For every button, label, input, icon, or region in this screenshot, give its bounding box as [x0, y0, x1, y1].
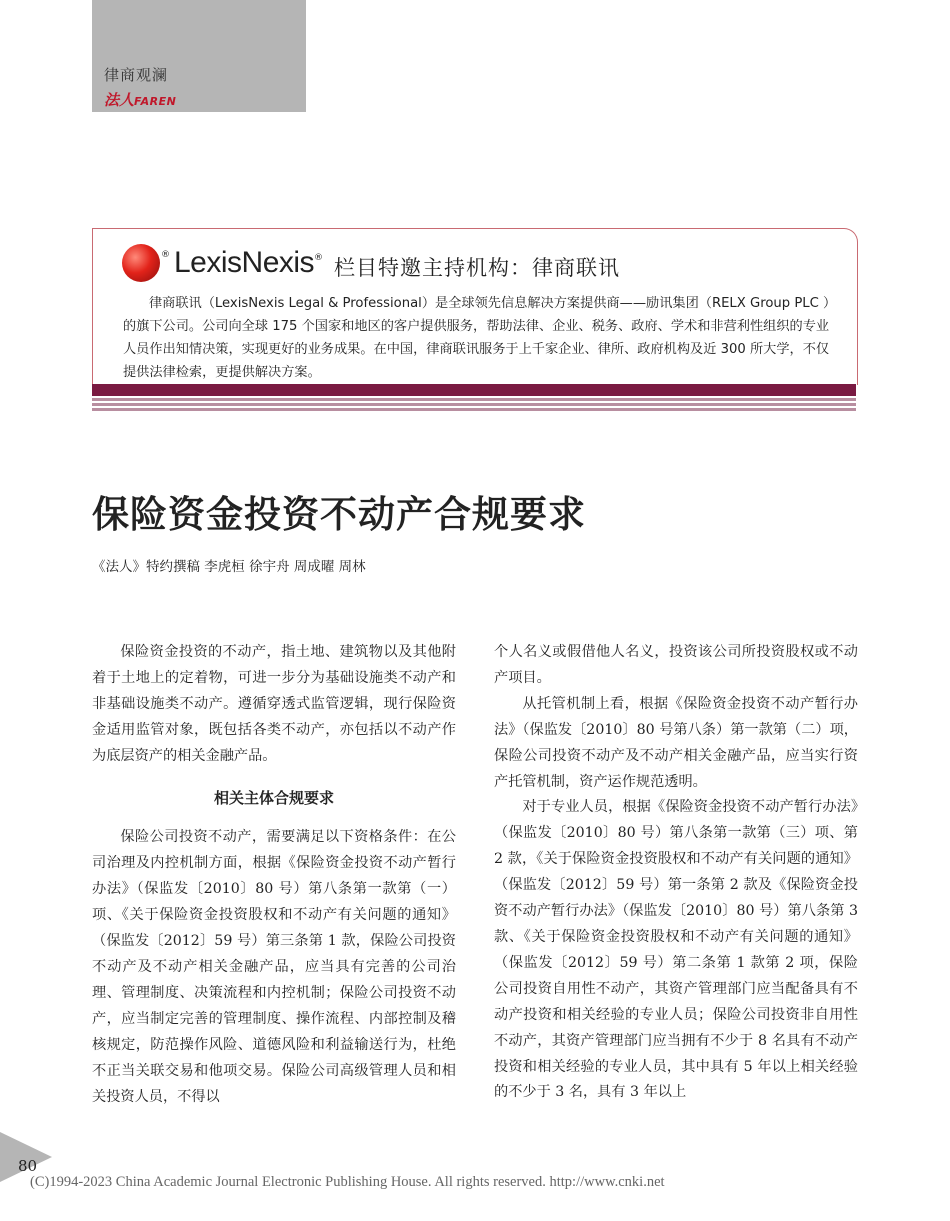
article-byline: 《法人》特约撰稿 李虎桓 徐宇舟 周成曜 周林 [92, 559, 366, 575]
paragraph: 保险资金投资的不动产，指土地、建筑物以及其他附着于土地上的定着物，可进一步分为基础设施类不动产和非基础设施类不动产。遵循穿透式监管逻辑，现行保险资金适用监管对象，既包括各类不动产，亦包括以不动产作为底层资产的相关金融产品。 [92, 644, 456, 764]
copyright-footer: (C)1994-2023 China Academic Journal Electronic Publishing House. All rights reserved. http://www.cnki.net [30, 1174, 665, 1190]
divider-thin [92, 408, 856, 411]
paragraph: 保险公司投资不动产，需要满足以下资格条件：在公司治理及内控机制方面，根据《保险资金投资不动产暂行办法》（保监发〔2010〕80 号）第八条第一款第（一）项、《关于保险资金投资股权和不动产有关问题的通知》（保监发〔2012〕59 号）第三条第 1 款，保险公司投资不动产及不动产相关金融产品，应当具有完善的公司治理、管理制度、决策流程和内控机制；保险公司投资不动产，应当制定完善的管理制度、操作流程、内部控制及稽核规定，防范操作风险、道德风险和利益输送行为，杜绝不正当关联交易和他项交易。保险公司高级管理人员和相关投资人员，不得以 [92, 829, 456, 1105]
sphere-registered-mark: ® [161, 250, 170, 260]
paragraph: 个人名义或假借他人名义，投资该公司所投资股权或不动产项目。 [494, 644, 858, 686]
page-number: 80 [18, 1157, 38, 1175]
lexisnexis-sphere-icon [122, 244, 160, 282]
lexisnexis-logo-text: LexisNexis [174, 246, 315, 279]
article-column-left [92, 640, 456, 1110]
brand-logo-latin: FAREN [134, 95, 177, 108]
section-heading: 相关主体合规要求 [213, 788, 334, 807]
sponsor-heading: 栏目特邀主持机构：律商联讯 [334, 256, 620, 280]
sponsor-description-text: 律商联讯（LexisNexis Legal & Professional）是全球领先信息解决方案提供商——励讯集团（RELX Group PLC ）的旗下公司。公司向全球 175 个国家和地区的客户提供服务，帮助法律、企业、税务、政府、学术和非营利性组织的专业人员作出知情决策，实现更好的业务成果。在中国，律商联讯服务于上千家企业、律所、政府机构及近 300 所大学，不仅提供法律检索，更提供解决方案。 [123, 296, 830, 380]
divider-thick [92, 384, 856, 396]
sponsor-description [123, 292, 835, 384]
article-title: 保险资金投资不动产合规要求 [92, 493, 586, 536]
lexisnexis-registered-mark: ® [314, 253, 323, 263]
brand-logo [104, 89, 176, 110]
paragraph: 对于专业人员，根据《保险资金投资不动产暂行办法》（保监发〔2010〕80 号）第八条第一款第（三）项、第 2 款，《关于保险资金投资股权和不动产有关问题的通知》（保监发〔2012〕59 号）第一条第 2 款及《保险资金投资不动产暂行办法》（保监发〔2010〕80 号）第八条第 3 款、《关于保险资金投资股权和不动产有关问题的通知》（保监发〔2012〕59 号）第二条第 1 款第 2 项，保险公司投资自用性不动产，其资产管理部门应当配备具有不动产投资和相关经验的专业人员；保险公司投资非自用性不动产，其资产管理部门应当拥有不少于 8 名具有不动产投资和相关经验的专业人员，其中具有 5 年以上相关经验的不少于 3 名，具有 3 年以上 [494, 799, 858, 1101]
article-column-right [494, 640, 858, 1106]
divider-thin [92, 403, 856, 406]
divider-thin [92, 398, 856, 401]
brand-logo-text: 法人 [104, 91, 135, 109]
paragraph: 从托管机制上看，根据《保险资金投资不动产暂行办法》（保监发〔2010〕80 号第八条）第一款第（二）项，保险公司投资不动产及不动产相关金融产品，应当实行资产托管机制，资产运作规范透明。 [494, 695, 858, 790]
section-name: 律商观澜 [104, 66, 169, 84]
